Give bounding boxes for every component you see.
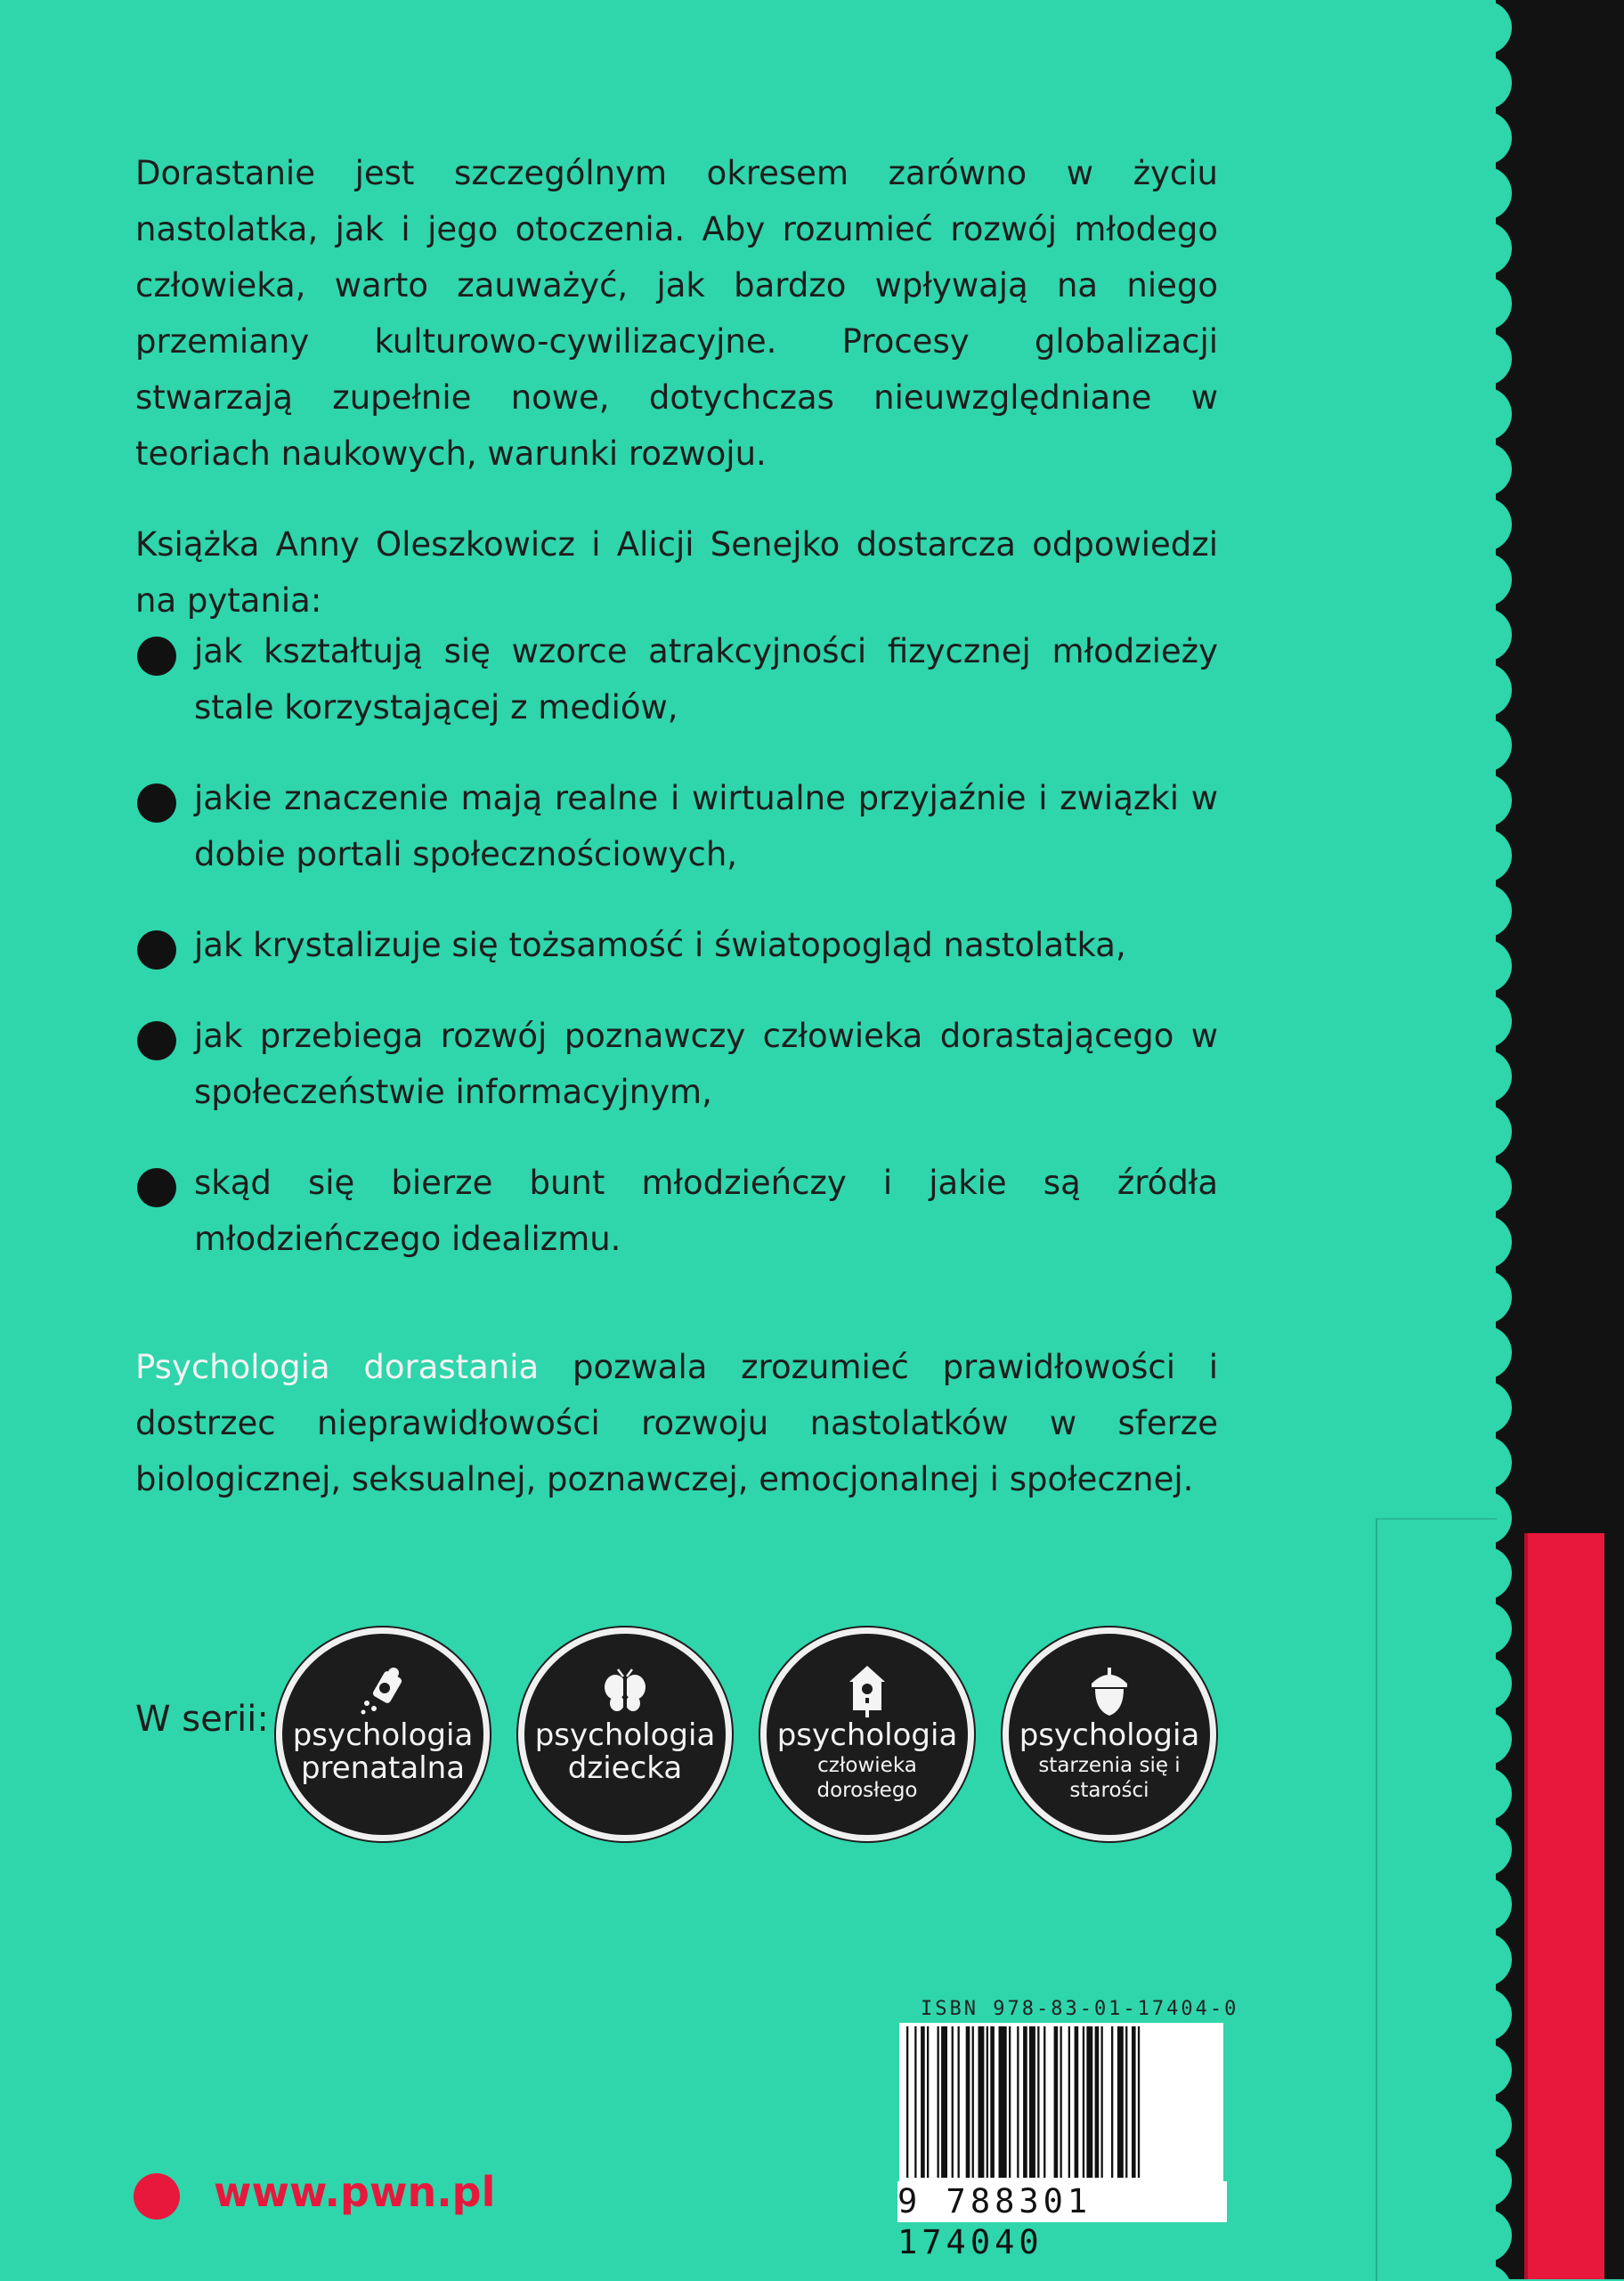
list-item (135, 1155, 1218, 1267)
list-item (135, 770, 1218, 882)
badge-title: psychologia (534, 1717, 716, 1753)
badge-subtitle: prenatalna (300, 1750, 466, 1786)
bullet-dot-icon (137, 930, 176, 970)
barcode-digits: 9 788301 174040 (897, 2181, 1227, 2222)
lead-sentence: Książka Anny Oleszkowicz i Alicji Senejko dostarcza odpowiedzi na pytania: (135, 525, 1218, 620)
birdhouse-icon (842, 1664, 892, 1717)
bullet-dot-icon (137, 637, 176, 676)
list-item-text: skąd się bierze bunt młodzieńczy i jakie są źródła młodzieńczego idealizmu. (194, 1164, 1218, 1258)
publisher-logo-dot (134, 2173, 180, 2220)
badge-subtitle: dziecka (567, 1750, 683, 1786)
badge-title: psychologia (776, 1717, 958, 1753)
badge-subtitle: starzenia się i starości (1038, 1754, 1181, 1802)
list-item (135, 1008, 1218, 1120)
bullet-dot-icon (137, 1168, 176, 1207)
badge-title: psychologia (292, 1717, 474, 1753)
series-label: W serii: (135, 1699, 269, 1740)
question-list (135, 623, 1218, 1302)
page-edge-shadow (1376, 1518, 1497, 2281)
series-badge-doroslego (760, 1628, 974, 1841)
series-badge-dziecka (518, 1628, 732, 1841)
closing-text: pozwala zrozumieć prawidłowości i dostrzec nieprawidłowości rozwoju nastolatków w sferze biologicznej, seksualnej, poznawczej, emocjonalnej i społecznej. (135, 1348, 1218, 1498)
list-item-text: jak krystalizuje się tożsamość i światopogląd nastolatka, (194, 926, 1126, 964)
red-bookmark-tab (1524, 1533, 1604, 2279)
list-item (135, 623, 1218, 735)
list-item (135, 917, 1218, 973)
list-item-text: jakie znaczenie mają realne i wirtualne przyjaźnie i związki w dobie portali społecznościowych, (194, 779, 1218, 873)
intro-paragraph: Dorastanie jest szczególnym okresem zarówno w życiu nastolatka, jak i jego otoczenia. Aby rozumieć rozwój młodego człowieka, warto zauważyć, jak bardzo wpływają na niego przemiany kulturowo-cywilizacyjne. Procesy globalizacji stwarzają zupełnie nowe, dotychczas nieuwzględniane w teoriach naukowych, warunki rozwoju. (135, 154, 1218, 473)
series-badge-prenatalna (276, 1628, 490, 1841)
publisher-website[interactable]: www.pwn.pl (214, 2168, 496, 2216)
book-title-highlight: Psychologia dorastania (135, 1348, 540, 1386)
series-badge-starosci (1003, 1628, 1216, 1841)
isbn-text: ISBN 978-83-01-17404-0 (921, 1998, 1239, 2020)
butterfly-icon (600, 1664, 650, 1717)
bullet-dot-icon (137, 783, 176, 823)
bullet-dot-icon (137, 1021, 176, 1060)
closing-paragraph (135, 1339, 1218, 1507)
list-item-text: jak kształtują się wzorce atrakcyjności fizycznej młodzieży stale korzystającej z mediów, (194, 632, 1218, 727)
list-item-text: jak przebiega rozwój poznawczy człowieka dorastającego w społeczeństwie informacyjnym, (194, 1017, 1218, 1111)
acorn-icon (1084, 1664, 1134, 1717)
badge-title: psychologia (1019, 1717, 1200, 1753)
baby-bottle-icon (358, 1664, 408, 1717)
badge-subtitle: człowieka dorosłego (816, 1754, 918, 1802)
